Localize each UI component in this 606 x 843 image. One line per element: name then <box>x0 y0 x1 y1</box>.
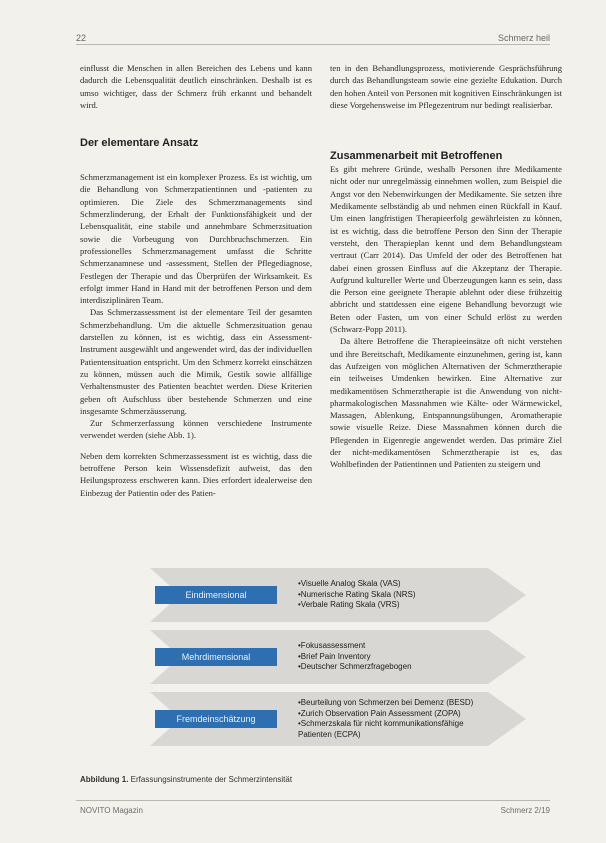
instrument-item: •Fokusassessment <box>298 641 366 650</box>
header-rule <box>76 44 550 45</box>
instrument-item: •Deutscher Schmerzfragebogen <box>298 662 412 671</box>
footer-issue: Schmerz 2/19 <box>500 806 550 815</box>
right-column <box>330 62 562 471</box>
instrument-list <box>298 579 416 611</box>
right-paragraph-1: Es gibt mehrere Gründe, weshalb Personen ihre Medikamente nicht oder nur unregelmässig einnehmen wollen, zum Beispiel die Angst vor den Nebenwirkungen der Medikamente. Sie setzen ihre Medikamente selbständig ab und nehmen einen Rückfall in Kauf. Um einen langfristigen Therapieerfolg gewährleisten zu können, ist es wichtig, dass die betroffene Person den Sinn der Therapie versteht, den Therapieplan kennt und dem Behandlungsteam vertraut (Carr 2014). Das Umfeld der oder des Betroffenen hat dabei einen grossen Einfluss auf die Akzeptanz der Therapie. Aufgrund kultureller Werte und Überzeugungen kann es sein, dass die Person eine geeignete Therapie ablehnt oder diese frühzeitig abbricht und stattdessen eine eigene Behandlung bevorzugt wie Beten oder Fasten, um von einer Schuld erlöst zu werden (Schwarz-Popp 2011). <box>330 164 562 335</box>
category-box: Fremdeinschätzung <box>155 710 277 728</box>
right-paragraph-2: Da ältere Betroffene die Therapieeinsätze oft nicht verstehen und ihre Bereitschaft, Medikamente einzunehmen, gering ist, kann das Aufzeigen von möglichen Alternativen der Schmerztherapie ein teilweises Umdenken bewirken. Eine Alternative zur medikamentösen Schmerztherapie ist die Anwendung von nicht-pharmakologischen Massnahmen wie Kälte- oder Wärmewickel, Massagen, Ablenkung, Entspannungsübungen, Aromatherapie sowie visuelle Reize. Diese Massnahmen können durch die Pflegenden in Eigenregie angewendet werden. Das primäre Ziel der nicht-medikamentösen Schmerztherapie ist es, das Wohlbefinden der Patientinnen und Patienten zu steigern und <box>330 336 562 470</box>
instrument-item: •Numerische Rating Skala (NRS) <box>298 589 416 599</box>
diagram-row-eindimensional <box>150 568 526 622</box>
category-box: Eindimensional <box>155 586 277 604</box>
right-intro-paragraph: ten in den Behandlungsprozess, motivierende Gesprächsführung durch das Behandlungsteam sowie eine gezielte Edukation. Durch den hohen Anteil von Personen mit kognitiven Einschränkungen ist diese Vorgehensweise im Pflegezentrum nur bedingt realisierbar. <box>330 63 562 110</box>
footer-rule <box>76 800 550 801</box>
left-paragraph-4: Neben dem korrekten Schmerzassessment ist es wichtig, dass die betroffene Person kein Wissensdefizit aufweist, das den Heilungsprozess erschweren kann. Dies erfordert idealerweise den Einbezug der Patientin oder des Patien- <box>80 450 312 498</box>
footer-publication: NOVITO Magazin <box>80 806 143 815</box>
category-box: Mehrdimensional <box>155 648 277 666</box>
caption-label: Abbildung 1. <box>80 775 129 784</box>
caption-text: Erfassungsinstrumente der Schmerzintensität <box>130 775 293 784</box>
heading-elementarer-ansatz: Der elementare Ansatz <box>80 137 199 149</box>
page-footer <box>80 806 550 815</box>
left-paragraph-3: Zur Schmerzerfassung können verschiedene Instrumente verwendet werden (siehe Abb. 1). <box>80 418 312 441</box>
instrument-item: •Schmerzskala für nicht kommunikationsfähige Patienten (ECPA) <box>298 719 464 739</box>
instrument-item: •Beurteilung von Schmerzen bei Demenz (BESD) <box>298 698 474 707</box>
diagram-row-mehrdimensional <box>150 630 526 684</box>
instrument-list <box>298 641 412 673</box>
instrument-item: •Zurich Observation Pain Assessment (ZOPA) <box>298 708 461 718</box>
instrument-item: •Verbale Rating Skala (VRS) <box>298 600 400 609</box>
instrument-list <box>298 698 498 740</box>
assessment-instruments-diagram <box>150 568 526 746</box>
page-number: 22 <box>76 33 87 43</box>
figure-caption <box>80 775 292 784</box>
left-paragraph-1: Schmerzmanagement ist ein komplexer Prozess. Es ist wichtig, um die Behandlung von Schmerzpatientinnen und -patienten zu optimieren. Die Ziele des Schmerzmanagements sind Schmerzlinderung, der Erhalt der Funktionsfähigkeit und der Lebensqualität, eine stabile und annehmbare Schmerzsituation sowie die Vorbeugung von Durchbruchschmerzen. Ein professionelles Schmerzmanagement umfasst die Schritte Schmerzanamnese und -assessment, Stellen der Pflegediagnose, Festlegen der Therapie und das Überprüfen der Wirksamkeit. Es erfolgt immer Hand in Hand mit der betroffenen Person und dem interdisziplinären Team. <box>80 172 312 306</box>
instrument-item: •Visuelle Analog Skala (VAS) <box>298 579 401 588</box>
heading-zusammenarbeit: Zusammenarbeit mit Betroffenen <box>330 150 503 162</box>
instrument-item: •Brief Pain Inventory <box>298 651 371 661</box>
left-intro-paragraph: einflusst die Menschen in allen Bereichen des Lebens und kann dadurch die Lebensqualität deutlich einschränken. Deshalb ist es umso wichtiger, dass der Schmerz früh erkannt und behandelt wird. <box>80 63 312 110</box>
running-section-title: Schmerz heil <box>497 33 550 43</box>
left-column <box>80 62 312 499</box>
diagram-row-fremdeinschaetzung <box>150 692 526 746</box>
left-paragraph-2: Das Schmerzassessment ist der elementare Teil der gesamten Schmerzbehandlung. Um die aktuelle Schmerzsituation genau darstellen zu können, ist es wichtig, dass ein Assessment-Instrument ausgewählt und angewendet wird, das der individuellen Patientensituation entspricht. Um den Schmerz korrekt einschätzen zu können, müssen auch die Mimik, Gestik sowie allfällige Verhaltensmuster des Patienten beachtet werden. Diese Kriterien geben oft Aufschluss über bestehende Schmerzen und eine insgesamte Schmerzäusserung. <box>80 307 312 416</box>
